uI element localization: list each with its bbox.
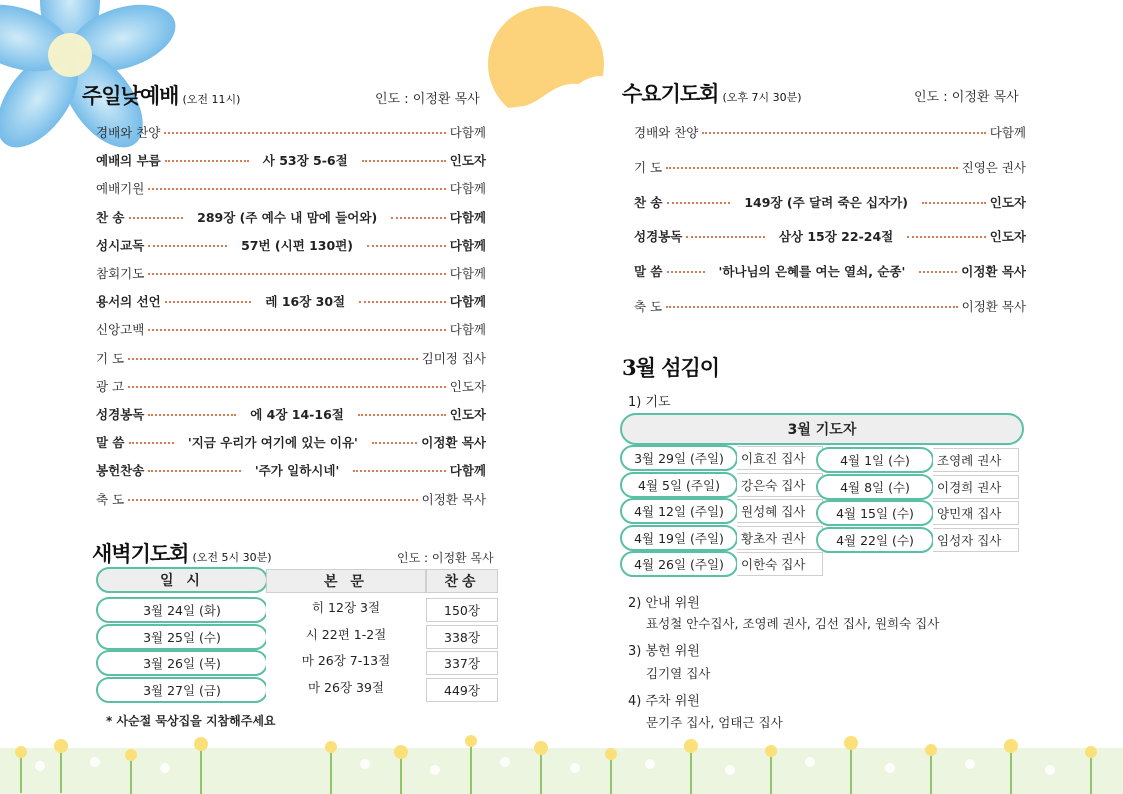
dawn-header-hymn: 찬송 bbox=[426, 569, 498, 593]
dawn-prayer-leader: 인도 : 이정환 목사 bbox=[397, 551, 494, 565]
sun-decoration bbox=[484, 6, 609, 121]
wednesday-row bbox=[634, 192, 1026, 212]
sunday-item-detail: '지금 우리가 여기에 있는 이유' bbox=[187, 435, 358, 451]
sunday-dotted-leader bbox=[367, 245, 446, 247]
sunday-item-detail: 레 16장 30절 bbox=[265, 294, 346, 310]
sunday-dotted-leader bbox=[164, 132, 445, 134]
prayer-name: 임성자 집사 bbox=[933, 528, 1019, 552]
wednesday-item-label: 성경봉독 bbox=[634, 229, 683, 245]
wednesday-item-detail: 149장 (주 달려 죽은 십자가) bbox=[744, 194, 908, 210]
sunday-row bbox=[96, 376, 486, 396]
sunday-dotted-leader bbox=[128, 499, 418, 501]
wednesday-dotted-leader bbox=[666, 167, 958, 169]
sunday-item-label: 찬 송 bbox=[96, 209, 125, 225]
sunday-item-detail: 57번 (시편 130편) bbox=[241, 237, 353, 253]
dawn-row-date: 3월 25일 (수) bbox=[96, 624, 268, 650]
sunday-row bbox=[96, 207, 486, 227]
parking-heading: 4) 주차 위원 bbox=[628, 694, 700, 709]
sunday-dotted-leader bbox=[358, 414, 446, 416]
sunday-item-leader: 인도자 bbox=[449, 378, 486, 394]
prayer-date: 4월 22일 (수) bbox=[816, 527, 934, 553]
sunday-dotted-leader bbox=[129, 217, 184, 219]
wednesday-dotted-leader bbox=[702, 132, 985, 134]
sunday-item-label: 용서의 선언 bbox=[96, 294, 161, 310]
sunday-row bbox=[96, 178, 486, 198]
dawn-row-date: 3월 26일 (목) bbox=[96, 650, 268, 676]
prayer-name: 이한숙 집사 bbox=[737, 552, 823, 576]
dawn-row-text: 마 26장 7-13절 bbox=[266, 648, 426, 672]
sunday-item-label: 경배와 찬양 bbox=[96, 125, 161, 140]
sunday-item-leader: 인도자 bbox=[449, 407, 486, 422]
sunday-item-leader: 다함께 bbox=[449, 294, 487, 310]
wednesday-item-label: 말 씀 bbox=[634, 264, 663, 280]
sunday-item-label: 광 고 bbox=[96, 378, 125, 394]
wednesday-dotted-leader bbox=[666, 306, 958, 308]
sunday-item-label: 참회기도 bbox=[96, 266, 145, 281]
sunday-dotted-leader bbox=[148, 329, 445, 331]
dawn-row-date: 3월 24일 (화) bbox=[96, 597, 268, 623]
prayer-schedule-table bbox=[620, 413, 1024, 583]
sunday-dotted-leader bbox=[148, 414, 236, 416]
sunday-row bbox=[96, 460, 486, 480]
wednesday-dotted-leader bbox=[686, 236, 765, 238]
prayer-date: 4월 5일 (주일) bbox=[620, 472, 738, 498]
wednesday-item-label: 찬 송 bbox=[634, 194, 663, 210]
wednesday-item-leader: 진영은 권사 bbox=[961, 159, 1026, 175]
dawn-row-date: 3월 27일 (금) bbox=[96, 677, 268, 703]
dawn-prayer-title: 새벽기도회 (오전 5시 30분) bbox=[92, 541, 272, 566]
flower-meadow-decoration bbox=[0, 718, 1123, 794]
dawn-row-hymn: 338장 bbox=[426, 625, 498, 649]
prayer-date: 4월 26일 (주일) bbox=[620, 551, 738, 577]
sunday-dotted-leader bbox=[372, 442, 417, 444]
sunday-item-leader: 다함께 bbox=[449, 181, 486, 197]
dawn-row-text: 히 12장 3절 bbox=[266, 595, 426, 619]
sunday-row bbox=[96, 150, 486, 170]
wednesday-row bbox=[634, 157, 1026, 177]
prayer-date: 4월 1일 (수) bbox=[816, 447, 934, 473]
sunday-item-leader: 다함께 bbox=[449, 463, 487, 479]
wednesday-item-detail: 삼상 15장 22-24절 bbox=[778, 229, 894, 245]
servants-title: 3월 섬김이 bbox=[622, 355, 720, 380]
sunday-item-label: 성경봉독 bbox=[96, 407, 145, 422]
wednesday-dotted-leader bbox=[667, 202, 731, 204]
dawn-row-text: 마 26장 39절 bbox=[266, 675, 426, 699]
sunday-service-time: (오전 11시) bbox=[182, 93, 241, 106]
sunday-service-leader: 인도 : 이정환 목사 bbox=[375, 92, 480, 107]
prayer-date: 4월 15일 (수) bbox=[816, 500, 934, 526]
prayer-date: 4월 19일 (주일) bbox=[620, 525, 738, 551]
wednesday-dotted-leader bbox=[907, 236, 986, 238]
wednesday-row bbox=[634, 261, 1026, 281]
prayer-name: 양민재 집사 bbox=[933, 501, 1019, 525]
offering-heading: 3) 봉헌 위원 bbox=[628, 644, 700, 659]
wednesday-row bbox=[634, 122, 1026, 142]
sunday-dotted-leader bbox=[359, 301, 446, 303]
sunday-item-leader: 인도자 bbox=[449, 153, 487, 169]
wednesday-dotted-leader bbox=[922, 202, 986, 204]
wednesday-item-leader: 이정환 목사 bbox=[961, 264, 1027, 280]
sunday-row bbox=[96, 263, 486, 283]
wednesday-item-label: 기 도 bbox=[634, 159, 663, 175]
sunday-item-detail: 에 4장 14-16절 bbox=[250, 407, 344, 422]
sunday-dotted-leader bbox=[129, 442, 174, 444]
dawn-row-hymn: 449장 bbox=[426, 678, 498, 702]
prayer-name: 이경희 권사 bbox=[933, 475, 1019, 499]
wednesday-item-leader: 인도자 bbox=[989, 229, 1026, 245]
dawn-row-hymn: 337장 bbox=[426, 651, 498, 675]
sunday-row bbox=[96, 235, 486, 255]
prayer-name: 조영례 권사 bbox=[933, 448, 1019, 472]
sunday-row bbox=[96, 432, 486, 452]
usher-heading: 2) 안내 위원 bbox=[628, 596, 700, 611]
sunday-dotted-leader bbox=[148, 470, 241, 472]
wednesday-prayer-time: (오후 7시 30분) bbox=[722, 91, 802, 104]
wednesday-item-leader: 이정환 목사 bbox=[961, 299, 1026, 314]
prayer-name: 황초자 권사 bbox=[737, 526, 823, 550]
wednesday-dotted-leader bbox=[919, 271, 957, 273]
sunday-dotted-leader bbox=[128, 386, 446, 388]
sunday-item-leader: 다함께 bbox=[449, 266, 486, 281]
sunday-dotted-leader bbox=[128, 358, 418, 360]
sunday-dotted-leader bbox=[391, 217, 446, 219]
sunday-dotted-leader bbox=[165, 301, 252, 303]
sunday-item-label: 성시교독 bbox=[96, 237, 145, 253]
dawn-prayer-time: (오전 5시 30분) bbox=[192, 551, 272, 564]
sunday-dotted-leader bbox=[165, 160, 249, 162]
prayer-date: 4월 12일 (주일) bbox=[620, 498, 738, 524]
sunday-item-label: 신앙고백 bbox=[96, 322, 145, 338]
wednesday-prayer-leader: 인도 : 이정환 목사 bbox=[914, 90, 1019, 105]
sunday-row bbox=[96, 291, 486, 311]
sunday-item-label: 예배기원 bbox=[96, 181, 145, 197]
prayer-date: 3월 29일 (주일) bbox=[620, 445, 738, 471]
sunday-dotted-leader bbox=[148, 188, 445, 190]
wednesday-row bbox=[634, 226, 1026, 246]
wednesday-row bbox=[634, 296, 1026, 316]
dawn-row-hymn: 150장 bbox=[426, 598, 498, 622]
sunday-item-leader: 이정환 목사 bbox=[421, 435, 486, 451]
dawn-header-text: 본 문 bbox=[266, 569, 426, 593]
sunday-item-leader: 김미정 집사 bbox=[421, 350, 486, 366]
prayer-heading: 1) 기도 bbox=[628, 395, 671, 410]
sunday-item-leader: 다함께 bbox=[449, 209, 486, 225]
offering-names: 김기열 집사 bbox=[646, 666, 711, 681]
wednesday-prayer-title: 수요기도회 (오후 7시 30분) bbox=[622, 81, 802, 106]
usher-names: 표성철 안수집사, 조영례 권사, 김선 집사, 원희숙 집사 bbox=[646, 616, 940, 631]
sunday-item-detail: 사 53장 5-6절 bbox=[262, 153, 348, 169]
dawn-row-text: 시 22편 1-2절 bbox=[266, 622, 426, 646]
dawn-prayer-note: * 사순절 묵상집을 지참해주세요 bbox=[106, 714, 276, 728]
sunday-item-label: 축 도 bbox=[96, 491, 125, 507]
wednesday-item-detail: '하나님의 은혜를 여는 열쇠, 순종' bbox=[718, 264, 906, 280]
sunday-dotted-leader bbox=[362, 160, 446, 162]
wednesday-item-label: 경배와 찬양 bbox=[634, 125, 699, 140]
sunday-item-leader: 이정환 목사 bbox=[421, 491, 486, 507]
sunday-dotted-leader bbox=[148, 273, 445, 275]
prayer-table-title: 3월 기도자 bbox=[620, 413, 1024, 445]
prayer-name: 강은숙 집사 bbox=[737, 473, 823, 497]
parking-names: 문기주 집사, 엄태근 집사 bbox=[646, 715, 783, 730]
sunday-item-label: 말 씀 bbox=[96, 435, 125, 451]
sunday-dotted-leader bbox=[148, 245, 227, 247]
sunday-item-label: 기 도 bbox=[96, 350, 125, 366]
wednesday-item-leader: 다함께 bbox=[989, 125, 1026, 140]
sunday-item-leader: 다함께 bbox=[449, 322, 486, 338]
prayer-name: 이효진 집사 bbox=[737, 446, 823, 470]
sunday-item-leader: 다함께 bbox=[449, 237, 486, 253]
prayer-date: 4월 8일 (수) bbox=[816, 474, 934, 500]
dawn-header-date: 일 시 bbox=[96, 567, 268, 593]
wednesday-item-leader: 인도자 bbox=[989, 194, 1027, 210]
sunday-item-detail: 289장 (주 예수 내 맘에 들어와) bbox=[197, 209, 378, 225]
wednesday-item-label: 축 도 bbox=[634, 299, 663, 314]
sunday-item-leader: 다함께 bbox=[449, 125, 486, 140]
sunday-item-label: 예배의 부름 bbox=[96, 153, 161, 169]
sunday-row bbox=[96, 489, 486, 509]
sunday-row bbox=[96, 122, 486, 142]
prayer-name: 원성혜 집사 bbox=[737, 499, 823, 523]
sunday-service-title: 주일낮예배 (오전 11시) bbox=[82, 83, 241, 108]
sunday-row bbox=[96, 348, 486, 368]
sunday-dotted-leader bbox=[353, 470, 446, 472]
wednesday-dotted-leader bbox=[667, 271, 705, 273]
sunday-item-label: 봉헌찬송 bbox=[96, 463, 145, 479]
sunday-row bbox=[96, 319, 486, 339]
sunday-row bbox=[96, 404, 486, 424]
sunday-item-detail: '주가 일하시네' bbox=[254, 463, 340, 479]
